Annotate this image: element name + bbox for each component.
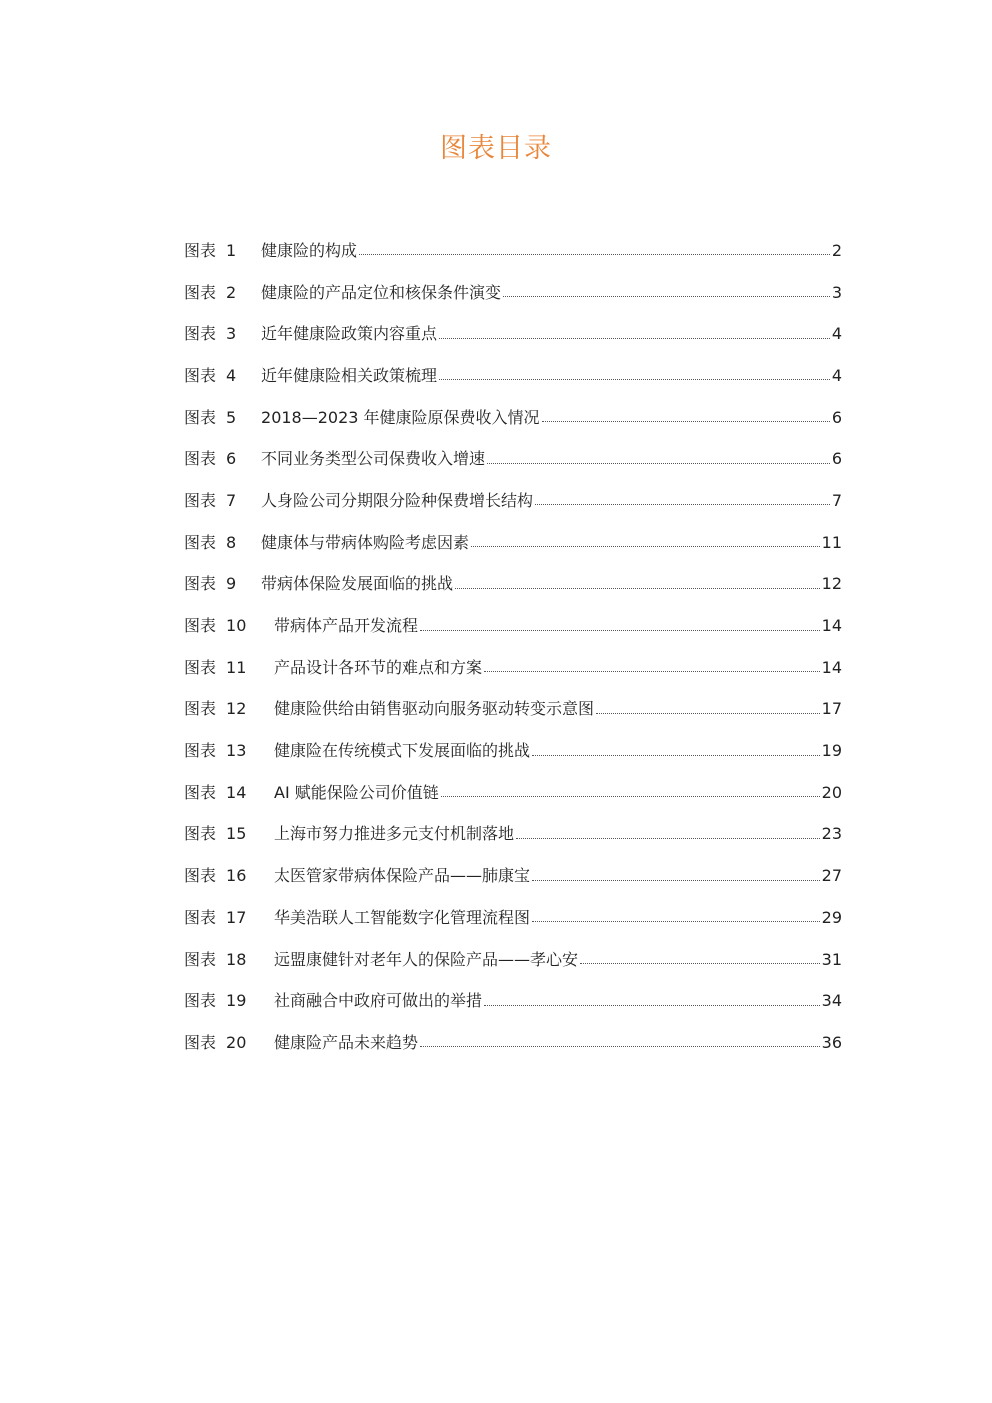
dot-leader [420,1046,820,1047]
toc-entry[interactable] [184,855,842,897]
figure-label: 图表 [184,616,217,636]
figure-title: 远盟康健针对老年人的保险产品——孝心安 [274,949,579,969]
page-number: 6 [831,407,842,427]
figure-label: 图表 [184,782,217,802]
figure-number: 4 [226,365,237,385]
page-title: 图表目录 [440,133,552,164]
figure-number: 5 [226,407,237,427]
toc-entry[interactable] [184,522,842,564]
dot-leader [471,546,820,547]
toc-entry[interactable] [184,980,842,1022]
dot-leader [596,713,820,714]
dot-leader [487,463,830,464]
figure-label: 图表 [184,699,217,719]
dot-leader [542,421,830,422]
figure-label: 图表 [184,741,217,761]
figure-number: 9 [226,574,237,594]
figure-title: 上海市努力推进多元支付机制落地 [274,824,515,844]
dot-leader [455,588,820,589]
page-number: 2 [831,240,842,260]
page-number: 14 [821,616,842,636]
toc-entry[interactable] [184,647,842,689]
page-number: 36 [821,1032,842,1052]
toc-entry[interactable] [184,230,842,272]
figure-title: 健康险产品未来趋势 [274,1032,419,1052]
figure-title: 产品设计各环节的难点和方案 [274,657,483,677]
toc-entry[interactable] [184,355,842,397]
page-number: 20 [821,782,842,802]
figure-title: 健康体与带病体购险考虑因素 [261,532,470,552]
figure-title: 太医管家带病体保险产品——肺康宝 [274,866,531,886]
page-number: 17 [821,699,842,719]
figure-number: 13 [226,741,247,761]
page-number: 3 [831,282,842,302]
figure-title: 健康险的构成 [261,240,358,260]
dot-leader [420,630,820,631]
page-number: 14 [821,657,842,677]
figure-number: 20 [226,1032,247,1052]
figure-number: 10 [226,616,247,636]
dot-leader [441,796,820,797]
page-number: 19 [821,741,842,761]
toc-entry[interactable] [184,772,842,814]
page-number: 27 [821,866,842,886]
toc-entry[interactable] [184,397,842,439]
figure-number: 3 [226,324,237,344]
figure-label: 图表 [184,282,217,302]
dot-leader [359,254,830,255]
figure-number: 16 [226,866,247,886]
dot-leader [484,1005,820,1006]
toc-entry[interactable] [184,438,842,480]
figure-title: 不同业务类型公司保费收入增速 [261,449,486,469]
figure-label: 图表 [184,1032,217,1052]
figure-title: 华美浩联人工智能数字化管理流程图 [274,907,531,927]
page-number: 4 [831,365,842,385]
figure-title: 2018—2023 年健康险原保费收入情况 [261,407,540,427]
figure-number: 8 [226,532,237,552]
toc-entry[interactable] [184,313,842,355]
figure-label: 图表 [184,365,217,385]
dot-leader [516,838,820,839]
figure-number: 11 [226,657,247,677]
figure-label: 图表 [184,574,217,594]
figure-title: 带病体产品开发流程 [274,616,419,636]
figure-label: 图表 [184,240,217,260]
figure-title: 人身险公司分期限分险种保费增长结构 [261,490,534,510]
page-number: 29 [821,907,842,927]
figure-title: 带病体保险发展面临的挑战 [261,574,454,594]
figure-label: 图表 [184,532,217,552]
toc-entry[interactable] [184,939,842,981]
dot-leader [532,755,820,756]
toc-entry[interactable] [184,730,842,772]
figure-number: 19 [226,991,247,1011]
figure-list [184,230,842,1064]
dot-leader [439,379,830,380]
page-number: 12 [821,574,842,594]
page-number: 7 [831,490,842,510]
page-number: 31 [821,949,842,969]
page-number: 11 [821,532,842,552]
page-number: 23 [821,824,842,844]
figure-number: 12 [226,699,247,719]
figure-label: 图表 [184,490,217,510]
figure-label: 图表 [184,657,217,677]
page-number: 6 [831,449,842,469]
figure-number: 1 [226,240,237,260]
figure-label: 图表 [184,907,217,927]
figure-number: 18 [226,949,247,969]
figure-label: 图表 [184,449,217,469]
toc-entry[interactable] [184,605,842,647]
figure-label: 图表 [184,866,217,886]
figure-number: 7 [226,490,237,510]
page-number: 34 [821,991,842,1011]
figure-label: 图表 [184,407,217,427]
figure-title: 近年健康险政策内容重点 [261,324,438,344]
dot-leader [535,504,830,505]
dot-leader [580,963,820,964]
figure-number: 6 [226,449,237,469]
dot-leader [439,338,830,339]
figure-title: 近年健康险相关政策梳理 [261,365,438,385]
dot-leader [484,671,820,672]
figure-number: 14 [226,782,247,802]
figure-number: 17 [226,907,247,927]
figure-title: 健康险供给由销售驱动向服务驱动转变示意图 [274,699,595,719]
toc-entry[interactable] [184,480,842,522]
figure-title: AI 赋能保险公司价值链 [274,782,439,802]
figure-title: 健康险在传统模式下发展面临的挑战 [274,741,531,761]
figure-label: 图表 [184,824,217,844]
figure-label: 图表 [184,991,217,1011]
figure-title: 健康险的产品定位和核保条件演变 [261,282,502,302]
dot-leader [532,880,820,881]
figure-label: 图表 [184,324,217,344]
figure-label: 图表 [184,949,217,969]
dot-leader [503,296,830,297]
toc-entry[interactable] [184,814,842,856]
figure-title: 社商融合中政府可做出的举措 [274,991,483,1011]
toc-entry[interactable] [184,272,842,314]
toc-entry[interactable] [184,564,842,606]
page-number: 4 [831,324,842,344]
dot-leader [532,921,820,922]
figure-number: 15 [226,824,247,844]
toc-entry[interactable] [184,689,842,731]
figure-number: 2 [226,282,237,302]
toc-entry[interactable] [184,897,842,939]
toc-entry[interactable] [184,1022,842,1064]
